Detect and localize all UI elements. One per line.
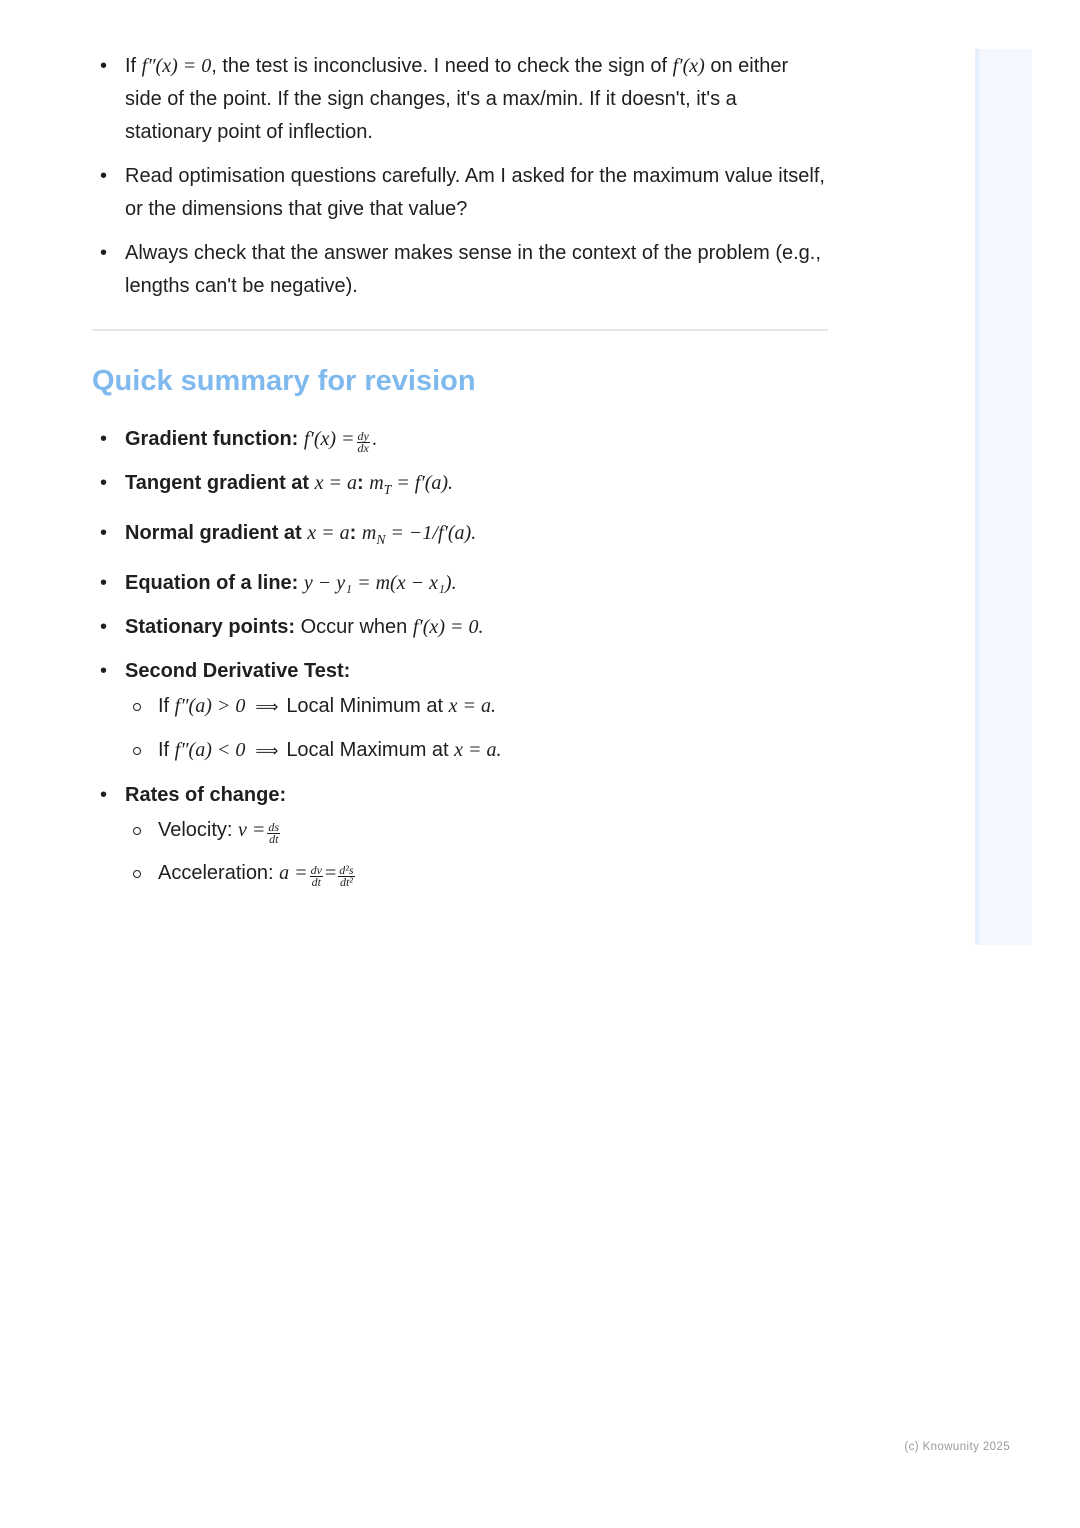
summary-list: [92, 423, 828, 890]
fraction-denominator: dt: [311, 874, 321, 889]
fraction-denominator: dt²: [339, 874, 353, 889]
math-expression: m: [361, 522, 377, 544]
math-expression: m: [369, 472, 384, 494]
tip-text: Read optimisation questions carefully. Am I asked for the maximum value itself, or the dimensions that give that value?: [125, 165, 825, 220]
math-subscript: T: [383, 482, 392, 497]
item-text: Occur when: [295, 616, 413, 638]
rates-sublist: [125, 814, 828, 890]
summary-gradient: [92, 423, 828, 456]
math-f-prime: f′(x): [672, 55, 705, 77]
sub-item-velocity: [125, 814, 828, 847]
tip-context: [92, 237, 828, 303]
tip-inconclusive: [92, 50, 828, 149]
tips-list: [92, 50, 828, 303]
section-divider: [92, 329, 828, 331]
sub-item-minimum: [125, 690, 828, 724]
math-expression: x = a: [314, 472, 358, 494]
item-text: Velocity:: [158, 819, 239, 841]
item-label: Second Derivative Test:: [125, 660, 351, 682]
fraction-numerator: dy: [357, 428, 369, 443]
math-expression: a =: [279, 862, 308, 884]
item-label: Rates of change:: [125, 784, 287, 806]
equals-sign: =: [325, 862, 337, 884]
math-expression: f″(a) < 0: [174, 739, 246, 761]
fraction-numerator: dv: [310, 862, 322, 877]
tip-text: on either side of the point. If the sign changes, it's a max/min. If it doesn't, it's a stationary point of inflection.: [125, 55, 789, 143]
document-content: [92, 50, 828, 901]
item-label: [125, 522, 356, 544]
item-label: [125, 472, 364, 494]
math-subscript: N: [376, 532, 386, 547]
item-text: If: [158, 739, 175, 761]
math-expression: = f′(a).: [391, 472, 454, 494]
label-text: Tangent gradient at: [125, 472, 315, 494]
fraction-denominator: dx: [357, 440, 369, 455]
summary-rates: [92, 779, 828, 890]
math-f-double-prime: f″(x) = 0: [141, 55, 212, 77]
math-expression: x = a: [307, 522, 350, 544]
section-title: Quick summary for revision: [92, 365, 476, 397]
fraction: [310, 862, 323, 889]
label-text: Normal gradient at: [125, 522, 308, 544]
item-text: Acceleration:: [158, 862, 280, 884]
tip-text: If: [125, 55, 142, 77]
math-expression: f″(a) > 0: [174, 695, 246, 717]
math-expression: f′(x) =: [303, 428, 355, 450]
fraction-denominator: dt: [269, 831, 279, 846]
fraction: [338, 862, 354, 889]
fraction-numerator: d²s: [339, 862, 354, 877]
tip-text: , the test is inconclusive. I need to check the sign of: [211, 55, 673, 77]
summary-stationary: [92, 611, 828, 644]
fraction-numerator: ds: [268, 819, 280, 834]
summary-tangent: [92, 467, 828, 506]
copyright-footer: (c) Knowunity 2025: [904, 1441, 1010, 1453]
implies-arrow-icon: ⟹: [255, 699, 279, 716]
tip-optimisation: [92, 160, 828, 226]
item-text: If: [158, 695, 175, 717]
item-text: Local Minimum at: [286, 695, 449, 717]
sub-item-acceleration: [125, 857, 828, 890]
item-text: Local Maximum at: [286, 739, 455, 761]
math-expression: f′(x) = 0.: [412, 616, 484, 638]
summary-normal: [92, 517, 828, 556]
fraction: [357, 428, 370, 455]
item-label: Equation of a line:: [125, 572, 299, 594]
math-expression: x = a.: [448, 695, 496, 717]
math-expression: x = a.: [454, 739, 502, 761]
punctuation: .: [371, 428, 377, 450]
tip-text: Always check that the answer makes sense in the context of the problem (e.g., lengths can't be negative).: [125, 242, 821, 297]
side-panel: [975, 49, 1032, 945]
math-expression: y − y₁ = m(x − x₁).: [303, 572, 457, 594]
implies-arrow-icon: ⟹: [255, 743, 279, 760]
item-label: Stationary points:: [125, 616, 296, 638]
item-label: Gradient function:: [125, 428, 299, 450]
sub-item-maximum: [125, 734, 828, 768]
math-expression: v =: [238, 819, 266, 841]
summary-line-equation: [92, 567, 828, 600]
math-expression: = −1/f′(a).: [385, 522, 477, 544]
second-derivative-sublist: [125, 690, 828, 768]
label-colon: :: [357, 472, 364, 494]
summary-second-derivative: [92, 655, 828, 768]
label-colon: :: [349, 522, 357, 544]
fraction: [267, 819, 280, 846]
